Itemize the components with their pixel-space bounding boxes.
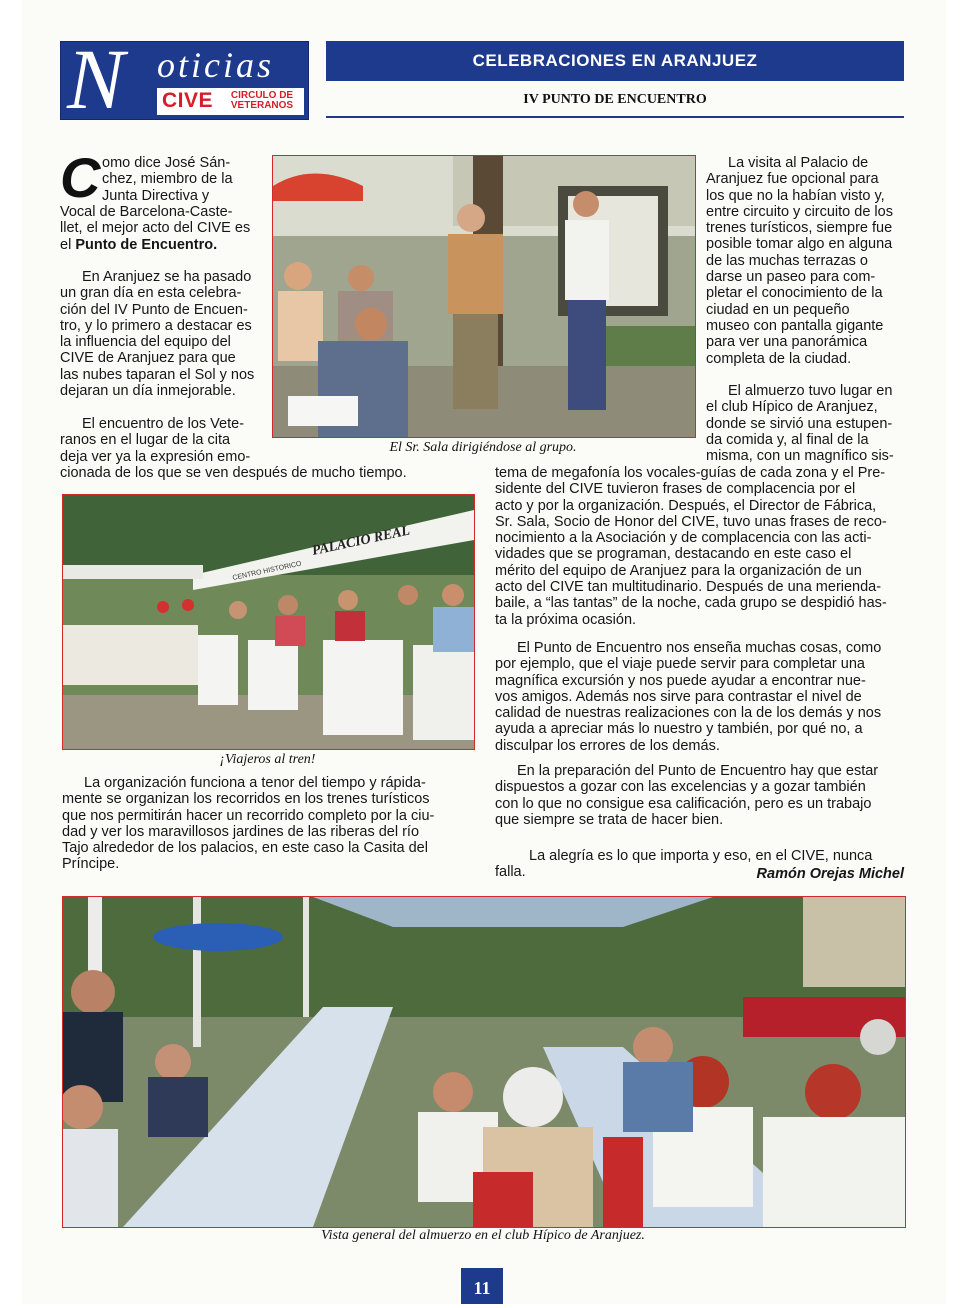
text-line: por ejemplo, que el viaje puede servir para completar una bbox=[495, 656, 865, 673]
text-line: baile, a “las tantas” de la noche, cada grupo se despidió has- bbox=[495, 595, 887, 612]
text-line: El encuentro de los Vete- bbox=[82, 416, 245, 432]
paragraph-r4 bbox=[495, 763, 904, 828]
text-line: El almuerzo tuvo lugar en bbox=[728, 383, 893, 399]
text-line: ranos en el lugar de la cita bbox=[60, 432, 231, 449]
author-signature: Ramón Orejas Michel bbox=[756, 866, 904, 882]
logo-sub-line1: CIRCULO DE bbox=[230, 90, 294, 101]
paragraph-r2 bbox=[706, 383, 904, 464]
logo-initial: N bbox=[67, 41, 125, 120]
text-line: de las muchas terrazas o bbox=[706, 252, 868, 269]
text-line: omo dice José Sán- bbox=[102, 155, 231, 171]
text-fragment: el bbox=[60, 236, 76, 253]
text-line: La visita al Palacio de bbox=[728, 155, 869, 171]
paragraph-3-last bbox=[60, 465, 460, 481]
caption-photo-sr-sala: El Sr. Sala dirigiéndose al grupo. bbox=[389, 440, 577, 455]
text-line: mente se organizan los recorridos en los trenes turísticos bbox=[62, 791, 430, 808]
text-line: ciudad en un pequeño bbox=[706, 301, 850, 318]
text-line: completa de la ciudad. bbox=[706, 350, 852, 367]
logo-word: oticias bbox=[157, 45, 274, 85]
noticias-cive-logo bbox=[60, 41, 309, 120]
caption-photo-train: ¡Viajeros al tren! bbox=[219, 752, 316, 767]
text-line: tema de megafonía los vocales-guías de cada zona y el Pre- bbox=[495, 465, 886, 481]
text-line: para ver una panorámica bbox=[706, 334, 868, 351]
section-title: CELEBRACIONES EN ARANJUEZ bbox=[326, 41, 904, 81]
text-line: que nos permitirán hacer un recorrido completo por la ciu- bbox=[62, 807, 435, 824]
text-line bbox=[60, 237, 262, 253]
drop-cap: C bbox=[60, 146, 101, 209]
text-line: cionada de los que se ven después de mucho tiempo. bbox=[60, 465, 407, 481]
text-line: La alegría es lo que importa y eso, en el CIVE, nunca bbox=[529, 848, 873, 864]
text-line: el club Hípico de Aranjuez, bbox=[706, 399, 878, 416]
train-sign: PALACIO REAL bbox=[310, 523, 412, 559]
text-line: En la preparación del Punto de Encuentro hay que estar bbox=[517, 763, 879, 779]
article-title: IV PUNTO DE ENCUENTRO bbox=[326, 83, 904, 118]
photo-lunch-club-hipico bbox=[62, 896, 906, 1228]
text-line: que siempre se trata de hacer bien. bbox=[495, 811, 724, 828]
text-line: los que no la habían visto y, bbox=[706, 187, 885, 204]
text-line: un gran día en esta celebra- bbox=[60, 285, 242, 302]
text-line: vidades que se programan, destacando en este caso el bbox=[495, 546, 852, 563]
logo-sub-line2: VETERANOS bbox=[230, 100, 294, 111]
bold-term: Punto de Encuentro. bbox=[75, 236, 218, 253]
text-line: disculpar los errores de los demás. bbox=[495, 737, 720, 754]
text-line: ayuda a apreciar más lo nuestro y también, por qué no, a bbox=[495, 721, 863, 738]
photo-sr-sala-image bbox=[273, 156, 695, 437]
text-line: nocimiento a la Asociación y de complacencia con las acti- bbox=[495, 530, 872, 547]
text-line: chez, miembro de la bbox=[102, 171, 233, 188]
paragraph-r1 bbox=[706, 155, 904, 367]
text-line: ta la próxima ocasión. bbox=[495, 611, 637, 628]
text-line: El Punto de Encuentro nos enseña muchas cosas, como bbox=[517, 640, 882, 656]
text-line: sidente del CIVE tuvieron frases de complacencia por el bbox=[495, 481, 856, 498]
text-line: pletar el conocimiento de la bbox=[706, 285, 883, 302]
text-line: magnífica excursión y nos puede ayudar a encontrar nue- bbox=[495, 672, 866, 689]
text-line: ción del IV Punto de Encuen- bbox=[60, 301, 248, 318]
text-line: con lo que no consigue esa calificación, pero es un trabajo bbox=[495, 795, 872, 812]
text-line: misma, con un magnífico sis- bbox=[706, 448, 894, 465]
text-line: la influencia del equipo del bbox=[60, 334, 231, 351]
train-sub-sign: CENTRO HISTORICO bbox=[231, 560, 303, 582]
text-line: darse un paseo para com- bbox=[706, 269, 876, 286]
text-line: mérito del equipo de Aranjuez para la organización de un bbox=[495, 562, 862, 579]
logo-cive-box bbox=[157, 88, 304, 115]
paragraph-r3 bbox=[495, 640, 904, 754]
text-line: trenes turísticos, siempre fue bbox=[706, 220, 893, 237]
text-line: museo con pantalla gigante bbox=[706, 317, 884, 334]
photo-tourist-train bbox=[62, 494, 475, 750]
text-line: Vocal de Barcelona-Caste- bbox=[60, 204, 233, 220]
text-line: Tajo alrededor de los palacios, en este caso la Casita del bbox=[62, 840, 428, 857]
text-line: Príncipe. bbox=[62, 856, 120, 873]
text-line: posible tomar algo en alguna bbox=[706, 236, 893, 253]
photo-lunch-image bbox=[63, 897, 905, 1227]
text-line: acto y por la organización. Después, el Director de Fábrica, bbox=[495, 497, 877, 514]
text-line: donde se sirvió una estupen- bbox=[706, 415, 893, 432]
caption-photo-lunch: Vista general del almuerzo en el club Hípico de Aranjuez. bbox=[321, 1228, 645, 1243]
paragraph-1a bbox=[102, 155, 262, 204]
text-line: Junta Directiva y bbox=[102, 187, 210, 204]
text-line: La organización funciona a tenor del tiempo y rápida- bbox=[84, 775, 426, 791]
text-line: llet, el mejor acto del CIVE es bbox=[60, 220, 251, 237]
text-line: dad y ver los maravillosos jardines de las riberas del río bbox=[62, 823, 420, 840]
text-line: da comida y, al final de la bbox=[706, 431, 869, 448]
logo-cive: CIVE bbox=[162, 89, 214, 112]
photo-tourist-train-image bbox=[63, 495, 474, 749]
paragraph-4 bbox=[62, 775, 473, 873]
text-line: dejaran un día inmejorable. bbox=[60, 383, 236, 400]
text-line: dispuestos a gozar con las excelencias y a gozar también bbox=[495, 779, 866, 796]
text-line: las nubes taparan el Sol y nos bbox=[60, 366, 255, 383]
text-line: tro, y lo primero a destacar es bbox=[60, 317, 252, 334]
page-number: 11 bbox=[461, 1268, 503, 1304]
text-line: falla. bbox=[495, 864, 526, 881]
text-line: En Aranjuez se ha pasado bbox=[82, 269, 252, 285]
text-line: Sr. Sala, Socio de Honor del CIVE, tuvo unas frases de reco- bbox=[495, 513, 887, 530]
paragraph-r2-continued bbox=[495, 465, 904, 628]
text-line: entre circuito y circuito de los bbox=[706, 203, 893, 220]
text-line: acto del CIVE tan multitudinario. Después de una merienda- bbox=[495, 579, 882, 596]
text-line: vos amigos. Además nos sirve para contrastar el nivel de bbox=[495, 688, 862, 705]
text-line: Aranjuez fue opcional para bbox=[706, 171, 879, 188]
text-line: CIVE de Aranjuez para que bbox=[60, 350, 236, 367]
logo-subtitle bbox=[223, 91, 301, 111]
photo-sr-sala bbox=[272, 155, 696, 438]
text-line: calidad de nuestras realizaciones con la de los demás y nos bbox=[495, 705, 882, 722]
text-line: deja ver ya la expresión emo- bbox=[60, 448, 251, 465]
paragraph-3 bbox=[60, 416, 262, 465]
paragraph-2 bbox=[60, 269, 262, 399]
paragraph-1b bbox=[60, 204, 262, 253]
